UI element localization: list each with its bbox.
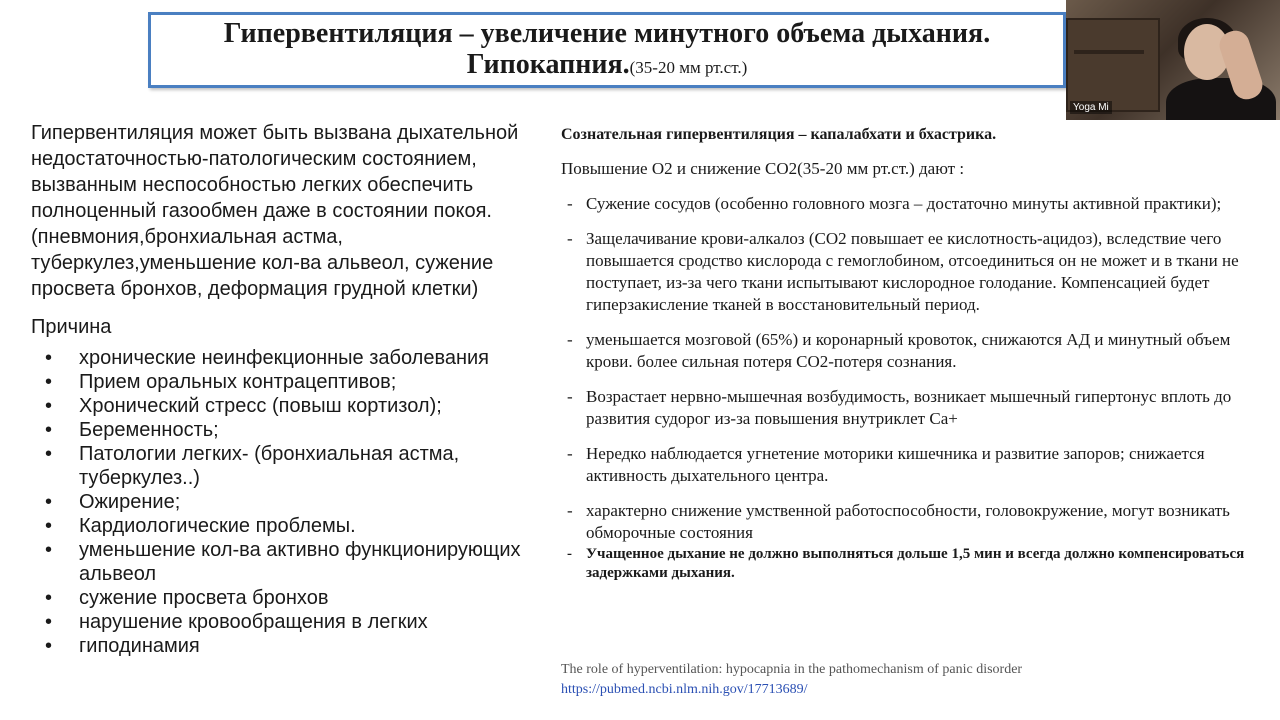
- cause-item: • сужение просвета бронхов: [31, 586, 556, 610]
- cause-item: • Кардиологические проблемы.: [31, 514, 556, 538]
- cause-item: • хронические неинфекционные заболевания: [31, 346, 556, 370]
- effect-item: - Нередко наблюдается угнетение моторики кишечника и развитие запоров; снижается активность дыхательного центра.: [561, 443, 1261, 487]
- slide-title-hypocapnia: Гипокапния.: [466, 49, 630, 80]
- effect-item: - уменьшается мозговой (65%) и коронарный кровоток, снижаются АД и минутный объем крови. более сильная потеря СО2-потеря сознания.: [561, 329, 1261, 373]
- cause-item: • гиподинамия: [31, 634, 556, 658]
- right-column: [561, 124, 1261, 596]
- warning-item: - Учащенное дыхание не должно выполняться дольше 1,5 мин и всегда должно компенсироваться задержками дыхания.: [561, 545, 1261, 583]
- causes-heading: Причина: [31, 316, 112, 338]
- video-background-shelf: [1066, 18, 1160, 112]
- effect-item: - Защелачивание крови-алкалоз (СО2 повышает ее кислотность-ацидоз), вследствие чего повышается сродство кислорода с гемоглобином, отсоединиться он не может и в ткани не поступает, из-за чего ткани испытывают кислородное голодание. Компенсацией будет гиперзакисление тканей в восстановительный период.: [561, 228, 1261, 316]
- slide-title-line2: [151, 49, 1063, 84]
- slide-title-box: [148, 12, 1066, 88]
- slide-title-line1: Гипервентиляция – увеличение минутного объема дыхания.: [223, 18, 991, 49]
- left-column: [31, 120, 556, 658]
- cause-item: • Патологии легких- (бронхиальная астма, туберкулез..): [31, 442, 556, 490]
- participant-name-label: Yoga Mi: [1070, 101, 1112, 114]
- cause-item: • уменьшение кол-ва активно функционирующих альвеол: [31, 538, 556, 586]
- effect-item: - Сужение сосудов (особенно головного мозга – достаточно минуты активной практики);: [561, 193, 1261, 215]
- right-subheading: Повышение О2 и снижение СО2(35-20 мм рт.ст.) дают :: [561, 159, 965, 178]
- reference-title: The role of hyperventilation: hypocapnia in the pathomechanism of panic disorder: [561, 662, 1023, 677]
- effects-list: [561, 193, 1261, 583]
- cause-item: • Ожирение;: [31, 490, 556, 514]
- cause-item: • Беременность;: [31, 418, 556, 442]
- video-background-shelf-board: [1074, 50, 1144, 54]
- right-heading: Сознательная гипервентиляция – капалабхати и бхастрика.: [561, 126, 997, 143]
- participant-video-tile[interactable]: [1066, 0, 1280, 120]
- cause-item: • Прием оральных контрацептивов;: [31, 370, 556, 394]
- effect-item: - Возрастает нервно-мышечная возбудимость, возникает мышечный гипертонус вплоть до развития судорог из-за повышения внутриклет Са+: [561, 386, 1261, 430]
- left-intro-text: Гипервентиляция может быть вызвана дыхательной недостаточностью-патологическим состоянием, вызванным неспособностью легких обеспечить полноценный газообмен даже в состоянии покоя.(пневмония,бронхиальная астма, туберкулез,уменьшение кол-ва альвеол, сужение просвета бронхов, деформация грудной клетки): [31, 122, 519, 300]
- reference-block: [561, 660, 1022, 700]
- slide-title-pressure-range: (35-20 мм рт.ст.): [629, 58, 748, 77]
- cause-item: • Хронический стресс (повыш кортизол);: [31, 394, 556, 418]
- reference-link[interactable]: https://pubmed.ncbi.nlm.nih.gov/17713689/: [561, 682, 808, 697]
- effect-item: - характерно снижение умственной работоспособности, головокружение, могут возникать обморочные состояния: [561, 500, 1261, 544]
- cause-item: • нарушение кровообращения в легких: [31, 610, 556, 634]
- causes-list: [31, 346, 556, 658]
